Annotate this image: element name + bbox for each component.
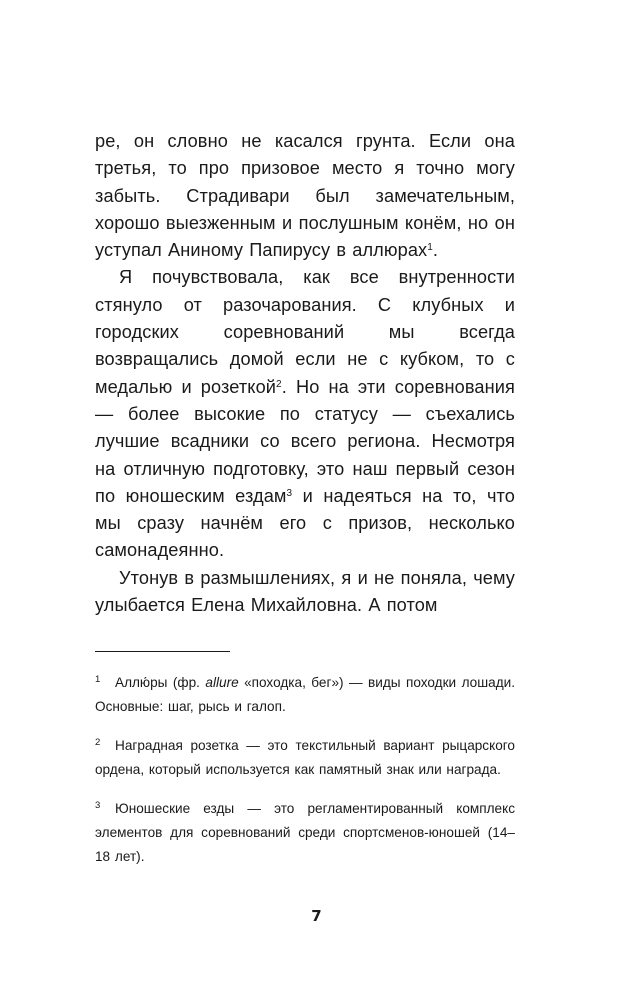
paragraph-text: и надеяться на то, что мы сразу начнём его с призов, несколько самонадеянно.: [95, 485, 515, 561]
paragraph-text: Утонув в размышлениях, я и не поняла, чему улыбается Елена Михайловна. А потом: [95, 567, 515, 616]
footnote-text: Юношеские езды — это регламентированный комплекс элементов для соревнований среди спортсменов-юношей (14–18 лет).: [95, 801, 515, 864]
footnote-ref: 1: [427, 242, 433, 254]
paragraph-text: Я почувствовала, как все внутренности стянуло от разочарования. С клубных и городских соревнований мы всегда возвращались домой если не с кубком, то с медалью и розеткой: [95, 267, 515, 397]
footnote-term: allure: [205, 675, 239, 690]
footnote-mark: 3: [95, 800, 101, 811]
page-number: 7: [311, 907, 322, 925]
footnote-mark: 1: [95, 674, 101, 685]
paragraph: ре, он словно не касался грунта. Если она третья, то про призовое место я точно могу забыть. Страдивари был замечательным, хорошо выезженным и послушным конём, но он уступал Аниному Папирусу в аллюрах$^1$.: [95, 131, 515, 261]
footnote: [95, 731, 515, 782]
footnote-mark: 2: [95, 737, 101, 748]
footnote-text: Аллю́ры (фр.: [115, 675, 206, 690]
paragraph: [95, 264, 515, 564]
footnote: [95, 668, 515, 719]
footnote-ref: 2: [276, 378, 282, 390]
footnotes: [95, 668, 515, 881]
paragraph: [95, 565, 515, 620]
footnote-text: Наградная розетка — это текстильный вариант рыцарского ордена, который используется как памятный знак или награда.: [95, 738, 515, 777]
footnote-ref: 3: [286, 487, 293, 499]
footnote-text: «походка, бег») — виды походки лошади. Основные: шаг, рысь и галоп.: [95, 675, 515, 714]
footnote-divider: [95, 651, 230, 652]
paragraph-text: . Но на эти соревнования — более высокие по статусу — съехались лучшие всадники со всего региона. Несмотря на отличную подготовку, это наш первый сезон по юношеским ездам: [95, 376, 515, 506]
paragraph-text: ре, он словно не касался грунта. Если она третья, то про призовое место я точно могу забыть. Страдивари был замечательным, хорошо выезженным и послушным конём, но он уступал Аниному Папирусу в аллюрах: [95, 131, 515, 261]
footnote: [95, 794, 515, 869]
body-text: [95, 128, 515, 619]
